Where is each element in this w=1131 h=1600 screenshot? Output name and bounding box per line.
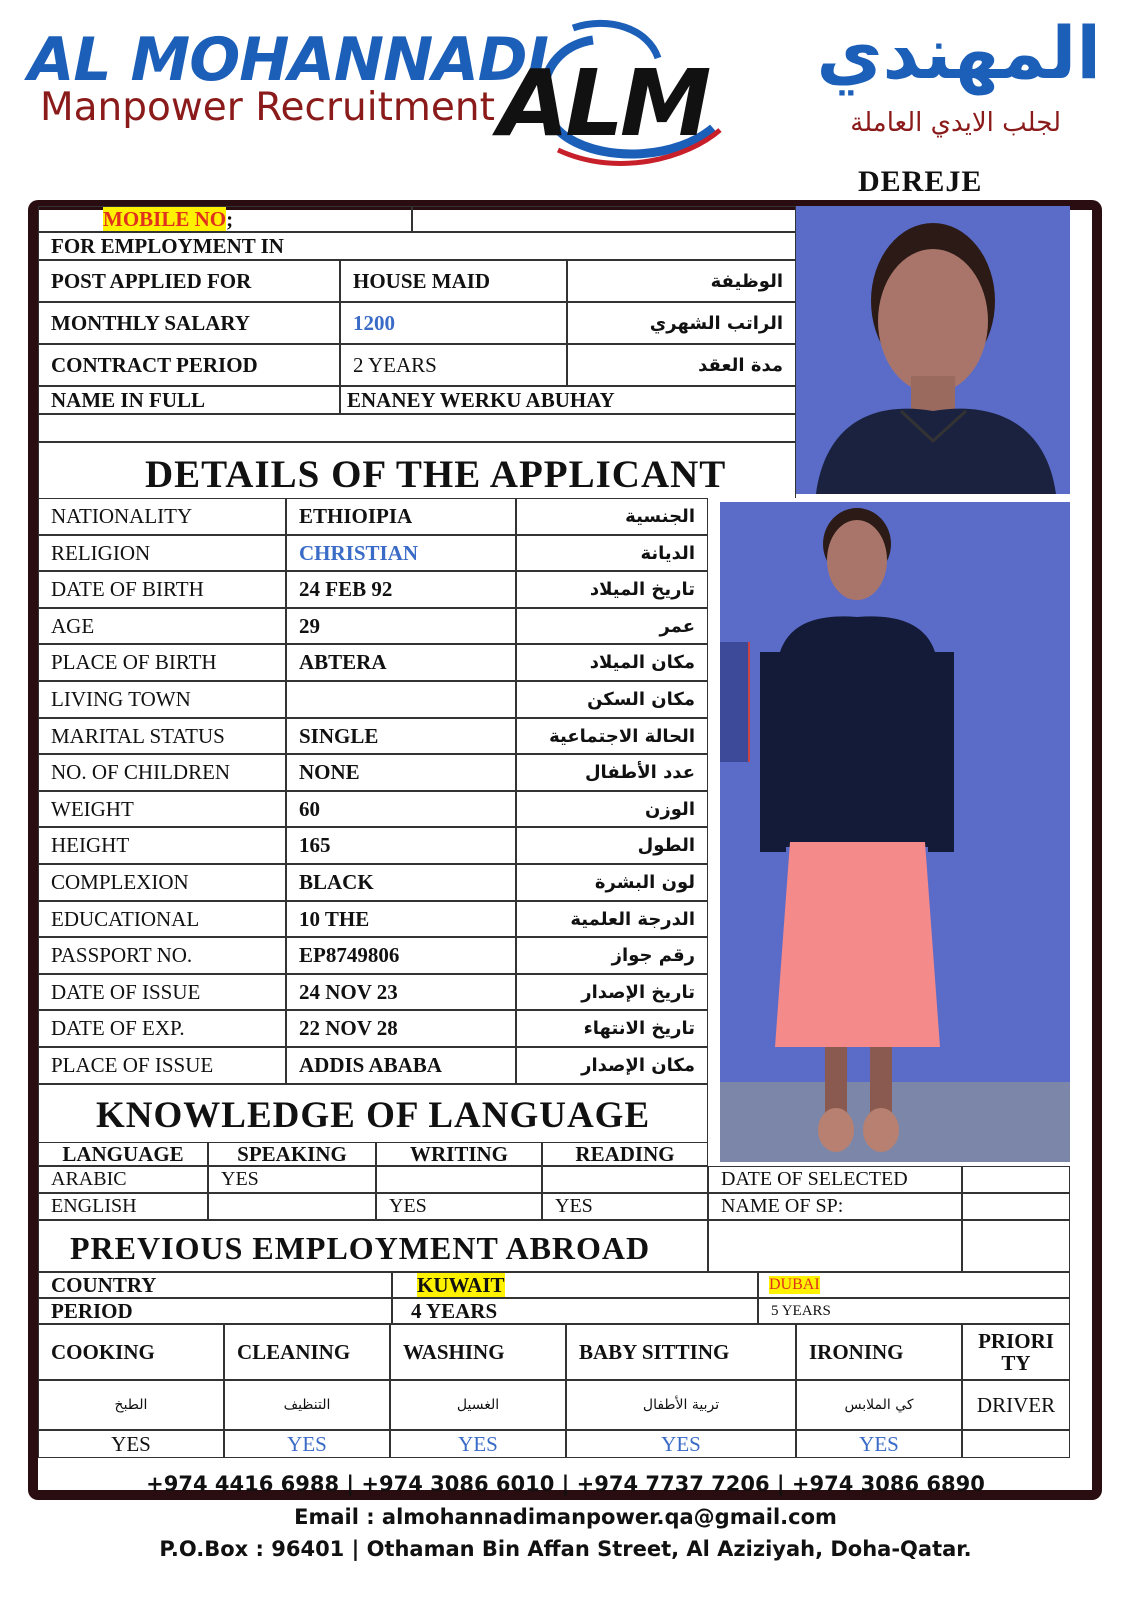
detail-label: NO. OF CHILDREN (38, 754, 286, 791)
priority-label-2: TY (1001, 1351, 1031, 1375)
mobile-row (38, 206, 412, 232)
detail-ar: مكان الميلاد (516, 644, 708, 681)
previous-title: PREVIOUS EMPLOYMENT ABROAD (70, 1230, 651, 1266)
detail-value: ABTERA (286, 644, 516, 681)
name-label: NAME IN FULL (38, 386, 340, 414)
salary-label: MONTHLY SALARY (38, 302, 340, 344)
detail-ar: الوزن (516, 791, 708, 827)
country-2: DUBAI (769, 1276, 820, 1293)
footer-phones: +974 4416 6988 | +974 3086 6010 | +974 7737 7206 | +974 3086 6890 (146, 1472, 985, 1496)
language-header: READING (542, 1142, 708, 1166)
detail-value: 22 NOV 28 (286, 1010, 516, 1047)
detail-label: PLACE OF ISSUE (38, 1047, 286, 1084)
detail-ar: مكان السكن (516, 681, 708, 718)
country-2-cell (758, 1272, 1070, 1298)
detail-ar: الحالة الاجتماعية (516, 718, 708, 754)
detail-label: COMPLEXION (38, 864, 286, 901)
detail-label: PLACE OF BIRTH (38, 644, 286, 681)
salary-ar: الراتب الشهري (567, 302, 796, 344)
language-cell: YES (208, 1166, 376, 1193)
detail-value: CHRISTIAN (286, 535, 516, 571)
language-header: SPEAKING (208, 1142, 376, 1166)
skill-ar: الغسيل (390, 1380, 566, 1430)
language-header: LANGUAGE (38, 1142, 208, 1166)
portrait-figure-icon (796, 206, 1070, 494)
language-cell: ENGLISH (38, 1193, 208, 1220)
post-label: POST APPLIED FOR (38, 260, 340, 302)
skill-ar: كي الملابس (796, 1380, 962, 1430)
contract-label: CONTRACT PERIOD (38, 344, 340, 386)
detail-value: EP8749806 (286, 937, 516, 974)
detail-label: DATE OF BIRTH (38, 571, 286, 608)
detail-value: SINGLE (286, 718, 516, 754)
contract-value: 2 YEARS (340, 344, 567, 386)
mobile-value (412, 206, 796, 232)
detail-label: MARITAL STATUS (38, 718, 286, 754)
skill-value: YES (38, 1430, 224, 1458)
language-cell: ARABIC (38, 1166, 208, 1193)
skill-label: CLEANING (224, 1324, 390, 1380)
name-sp-value (962, 1193, 1070, 1220)
detail-value: BLACK (286, 864, 516, 901)
detail-label: DATE OF EXP. (38, 1010, 286, 1047)
detail-label: RELIGION (38, 535, 286, 571)
skill-label: COOKING (38, 1324, 224, 1380)
salary-value: 1200 (340, 302, 567, 344)
detail-ar: الديانة (516, 535, 708, 571)
priority-blank (962, 1430, 1070, 1458)
language-title: KNOWLEDGE OF LANGUAGE (96, 1095, 651, 1136)
detail-ar: الدرجة العلمية (516, 901, 708, 937)
detail-label: WEIGHT (38, 791, 286, 827)
detail-value: 165 (286, 827, 516, 864)
full-body-figure-icon (720, 502, 1070, 1162)
previous-side-a (708, 1220, 962, 1272)
footer-address: P.O.Box : 96401 | Othaman Bin Affan Street, Al Aziziyah, Doha-Qatar. (159, 1537, 972, 1561)
detail-label: HEIGHT (38, 827, 286, 864)
full-body-photo (720, 502, 1070, 1162)
detail-ar: تاريخ الميلاد (516, 571, 708, 608)
detail-value: NONE (286, 754, 516, 791)
country-label: COUNTRY (38, 1272, 392, 1298)
detail-value: ETHIOIPIA (286, 498, 516, 535)
detail-value: 29 (286, 608, 516, 644)
detail-value: 24 FEB 92 (286, 571, 516, 608)
skill-label: IRONING (796, 1324, 962, 1380)
detail-label: EDUCATIONAL (38, 901, 286, 937)
post-value: HOUSE MAID (340, 260, 567, 302)
post-ar: الوظيفة (567, 260, 796, 302)
skill-ar: الطبخ (38, 1380, 224, 1430)
portrait-photo (796, 206, 1070, 494)
skill-label: BABY SITTING (566, 1324, 796, 1380)
detail-label: LIVING TOWN (38, 681, 286, 718)
detail-value: 24 NOV 23 (286, 974, 516, 1010)
language-cell (542, 1166, 708, 1193)
brand-name-en: AL MOHANNADI (28, 25, 548, 95)
logo-text: ALM (498, 50, 708, 157)
alm-logo (498, 18, 728, 178)
period-label: PERIOD (38, 1298, 392, 1324)
skill-value: YES (390, 1430, 566, 1458)
footer-email: Email : almohannadimanpower.qa@gmail.com (294, 1505, 837, 1529)
detail-label: NATIONALITY (38, 498, 286, 535)
language-cell (208, 1193, 376, 1220)
detail-label: PASSPORT NO. (38, 937, 286, 974)
detail-ar: رقم جواز (516, 937, 708, 974)
priority-label (962, 1324, 1070, 1380)
detail-ar: تاريخ الإصدار (516, 974, 708, 1010)
blank-row (38, 414, 796, 442)
skill-label: WASHING (390, 1324, 566, 1380)
employment-label: FOR EMPLOYMENT IN (38, 232, 796, 260)
detail-label: DATE OF ISSUE (38, 974, 286, 1010)
language-cell (376, 1166, 542, 1193)
detail-ar: لون البشرة (516, 864, 708, 901)
contract-ar: مدة العقد (567, 344, 796, 386)
detail-ar: تاريخ الانتهاء (516, 1010, 708, 1047)
skill-value: YES (796, 1430, 962, 1458)
priority-label-1: PRIORI (978, 1328, 1054, 1353)
date-selected-value (962, 1166, 1070, 1193)
detail-ar: عدد الأطفال (516, 754, 708, 791)
period-2: 5 YEARS (758, 1298, 1070, 1324)
country-1: KUWAIT (417, 1272, 505, 1297)
detail-value: ADDIS ABABA (286, 1047, 516, 1084)
brand-subtitle-ar: لجلب الايدي العاملة (850, 108, 1061, 138)
skill-ar: التنظيف (224, 1380, 390, 1430)
language-header: WRITING (376, 1142, 542, 1166)
detail-value: 10 THE (286, 901, 516, 937)
detail-value (286, 681, 516, 718)
detail-ar: الجنسية (516, 498, 708, 535)
priority-value: DRIVER (962, 1380, 1070, 1430)
detail-ar: الطول (516, 827, 708, 864)
mobile-sep: ; (226, 206, 234, 231)
brand-subtitle-en: Manpower Recruitment (40, 85, 495, 130)
skill-ar: تربية الأطفال (566, 1380, 796, 1430)
skill-value: YES (224, 1430, 390, 1458)
country-1-cell (392, 1272, 758, 1298)
brand-name-ar: المهندي (816, 11, 1101, 95)
name-value: ENANEY WERKU ABUHAY (340, 386, 796, 414)
name-sp-label: NAME OF SP: (708, 1193, 962, 1220)
mobile-label: MOBILE NO (103, 206, 227, 231)
date-selected-label: DATE OF SELECTED (708, 1166, 962, 1193)
skill-value: YES (566, 1430, 796, 1458)
language-cell: YES (542, 1193, 708, 1220)
detail-ar: مكان الإصدار (516, 1047, 708, 1084)
previous-side-b (962, 1220, 1070, 1272)
detail-label: AGE (38, 608, 286, 644)
details-title: DETAILS OF THE APPLICANT (145, 453, 727, 496)
detail-ar: عمر (516, 608, 708, 644)
period-1: 4 YEARS (392, 1298, 758, 1324)
agent-name: DEREJE (858, 165, 983, 198)
detail-value: 60 (286, 791, 516, 827)
language-cell: YES (376, 1193, 542, 1220)
